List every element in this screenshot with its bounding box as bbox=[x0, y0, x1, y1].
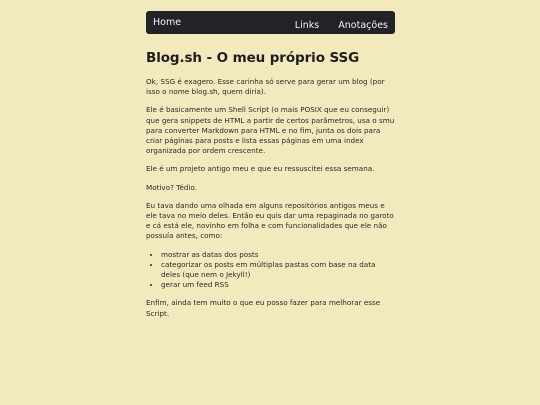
post-article bbox=[146, 50, 395, 319]
feature-list bbox=[146, 250, 395, 291]
top-navbar bbox=[146, 11, 395, 34]
post-paragraph: Motivo? Tédio. bbox=[146, 182, 197, 192]
list-item: • mostrar as datas dos posts bbox=[161, 250, 395, 260]
post-paragraph: Ele é basicamente um Shell Script (o mais POSIX que eu conseguir) que gera snippets de HTML a partir de certos parâmetros, usa o smu para converter Markdown para HTML e no fim, junta os dois para criar páginas para posts e lista essas páginas em uma index organizada por ordem crescente. bbox=[146, 105, 395, 156]
list-item: • categorizar os posts em múltiplas pastas com base na data deles (que nem o Jekyll!) bbox=[161, 260, 395, 280]
list-item: • gerar um feed RSS bbox=[161, 280, 395, 290]
post-paragraph: Ok, SSG é exagero. Esse carinha só serve para gerar um blog (por isso o nome blog.sh, quem diria). bbox=[146, 77, 385, 97]
post-paragraph: Ele é um projeto antigo meu e que eu ressuscitei essa semana. bbox=[146, 164, 375, 174]
post-paragraph: Eu tava dando uma olhada em alguns repositórios antigos meus e ele tava no meio deles. Então eu quis dar uma repaginada no garoto e cá está ele, novinho em folha e com funcionalidades que ele não possuía antes, como: bbox=[146, 200, 394, 241]
nav-right-group bbox=[281, 13, 388, 32]
nav-notes-link[interactable]: Anotações bbox=[338, 20, 388, 31]
post-title: Blog.sh - O meu próprio SSG bbox=[146, 50, 360, 66]
nav-home-link[interactable]: Home bbox=[153, 17, 182, 28]
nav-links-link[interactable]: Links bbox=[294, 20, 320, 31]
page-container bbox=[146, 11, 395, 327]
post-closing-paragraph: Enfim, ainda tem muito o que eu posso fazer para melhorar esse Script. bbox=[146, 298, 381, 318]
